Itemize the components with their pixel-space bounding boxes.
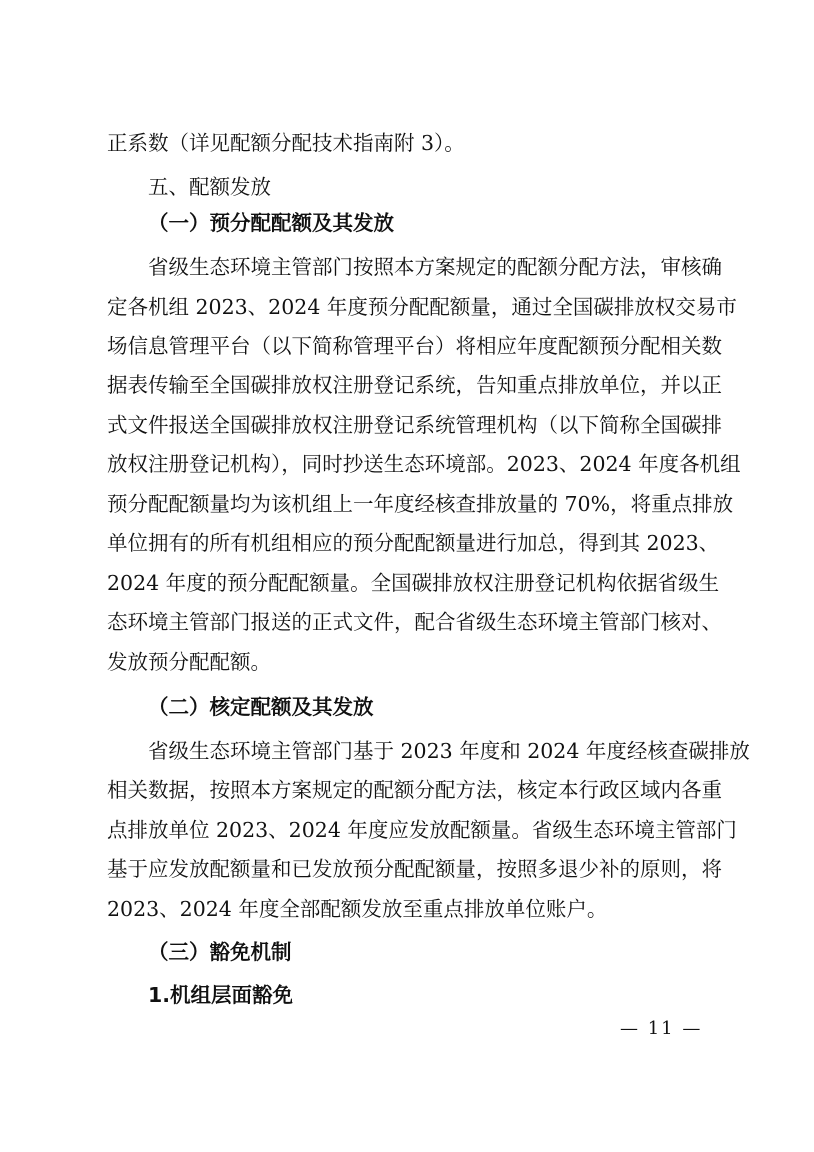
text-line: 场信息管理平台（以下简称管理平台）将相应年度配额预分配相关数 xyxy=(107,334,722,358)
text-line: 态环境主管部门报送的正式文件，配合省级生态环境主管部门核对、 xyxy=(107,610,722,634)
text-line: 据表传输至全国碳排放权注册登记系统，告知重点排放单位，并以正 xyxy=(107,373,722,397)
text-line: 放权注册登记机构），同时抄送生态环境部。2023、2024 年度各机组 xyxy=(107,452,741,476)
text-line: 省级生态环境主管部门基于 2023 年度和 2024 年度经核查碳排放 xyxy=(148,739,750,763)
text-line: 基于应发放配额量和已发放预分配配额量，按照多退少补的原则，将 xyxy=(107,857,722,881)
subsection-heading: （三）豁免机制 xyxy=(148,940,292,964)
section-heading: 五、配额发放 xyxy=(148,175,271,199)
text-line: 省级生态环境主管部门按照本方案规定的配额分配方法，审核确 xyxy=(148,255,722,279)
text-line: 2024 年度的预分配配额量。全国碳排放权注册登记机构依据省级生 xyxy=(107,571,720,595)
page-number: — 11 — xyxy=(620,1018,703,1039)
text-line: 相关数据，按照本方案规定的配额分配方法，核定本行政区域内各重 xyxy=(107,778,722,802)
subsection-heading: （一）预分配配额及其发放 xyxy=(148,211,394,235)
text-line: 式文件报送全国碳排放权注册登记系统管理机构（以下简称全国碳排 xyxy=(107,413,722,437)
text-line: 发放预分配配额。 xyxy=(107,650,271,674)
item-heading: 1.机组层面豁免 xyxy=(148,983,294,1007)
text-line: 定各机组 2023、2024 年度预分配配额量，通过全国碳排放权交易市 xyxy=(107,295,737,319)
text-line: 正系数（详见配额分配技术指南附 3）。 xyxy=(107,131,465,155)
subsection-heading: （二）核定配额及其发放 xyxy=(148,695,374,719)
text-line: 2023、2024 年度全部配额发放至重点排放单位账户。 xyxy=(107,897,608,921)
text-line: 点排放单位 2023、2024 年度应发放配额量。省级生态环境主管部门 xyxy=(107,818,737,842)
text-line: 单位拥有的所有机组相应的预分配配额量进行加总，得到其 2023、 xyxy=(107,531,720,555)
text-line: 预分配配额量均为该机组上一年度经核查排放量的 70%，将重点排放 xyxy=(107,492,734,516)
